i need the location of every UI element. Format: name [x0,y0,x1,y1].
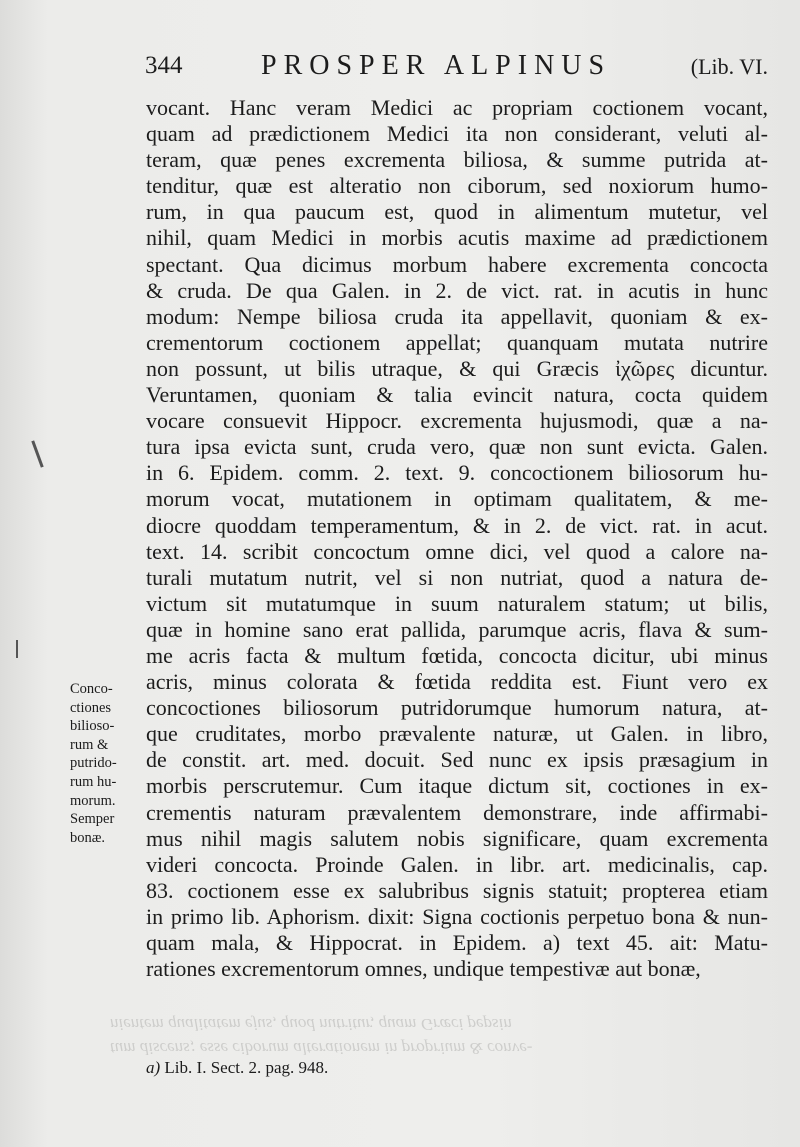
text-line: crementorum coctionem appellat; quanquam mutata nutrire [146,329,768,355]
text-line: turali mutatum nutrit, vel si non nutriat, quod a natura de- [146,564,768,590]
margin-mark [16,640,18,658]
text-line: crementis naturam prævalentem demonstrare, inde affirmabi- [146,799,768,825]
text-line: quam mala, & Hippocrat. in Epidem. a) text 45. ait: Matu- [146,930,768,955]
running-head: PROSPER ALPINUS [261,50,612,81]
margin-note-line: Semper [70,811,115,828]
margin-note-line: rum & [70,736,109,753]
bleed-line: tum discens; esse ciborum alterationem in proprium & conve- [110,1039,533,1058]
text-line: rum, in qua paucum est, quod in alimentum mutetur, vel [146,199,768,225]
body-text [146,95,768,982]
text-line: 83. coctionem esse ex salubribus signis statuit; propterea etiam [146,877,768,903]
text-line: quam ad prædictionem Medici ita non considerant, veluti al- [146,121,768,147]
footnote-text: Lib. I. Sect. 2. pag. 948. [164,1058,329,1077]
text-line: acris, minus colorata & fœtida reddita est. Fiunt vero ex [146,669,768,695]
margin-note-line: morum. [70,792,116,809]
margin-note-line: bilioso- [70,718,115,735]
text-line: in 6. Epidem. comm. 2. text. 9. concoctionem biliosorum hu- [146,460,768,486]
text-line: spectant. Qua dicimus morbum habere excrementa concocta [146,251,768,277]
text-line: videri concocta. Proinde Galen. in libr. art. medicinalis, cap. [146,851,768,877]
book-label: (Lib. VI. [690,54,768,79]
text-line: me acris facta & multum fœtida, concocta dicitur, ubi minus [146,642,768,668]
text-line: morbis perscrutemur. Cum itaque dictum sit, coctiones in ex- [146,773,768,799]
margin-note-line: bonæ. [70,829,106,846]
margin-note-line: ctiones [70,699,112,716]
bleed-line: nientem qualitatem ejus, quod nutritur, quam Græci pepsin [110,1015,512,1034]
text-line: que cruditates, morbo prævalente naturæ, ut Galen. in libro, [146,721,768,747]
text-line: quæ in homine sano erat pallida, parumque acris, flava & sum- [146,616,768,642]
text-line: text. 14. scribit concoctum omne dici, vel quod a calore na- [146,538,768,564]
text-line: vocare consuevit Hippocr. excrementa hujusmodi, quæ a na- [146,408,768,434]
margin-note-line: Conco- [70,681,113,697]
bleed-through-text [110,1000,770,1060]
text-line: victum sit mutatumque in suum naturalem statum; ut bilis, [146,590,768,616]
margin-mark [31,440,43,467]
text-line: concoctiones biliosorum putridorumque humorum natura, at- [146,695,768,721]
footnote-marker: a) [146,1058,161,1077]
text-line: tenditur, quæ est alteratio non ciborum, sed noxiorum humo- [146,173,768,199]
text-line: rationes excrementorum omnes, undique tempestivæ aut bonæ, [146,956,701,982]
footnote [146,1058,646,1078]
margin-note-line: rum hu- [70,773,117,790]
page-number: 344 [145,52,183,79]
text-line: in primo lib. Aphorism. dixit: Signa coctionis perpetuo bona & nun- [146,903,768,929]
text-line: & cruda. De qua Galen. in 2. de vict. rat. in acutis in hunc [146,277,768,303]
text-line: non possunt, ut bilis utraque, & qui Græcis ἰχῶρες dicuntur. [146,355,768,381]
text-line: diocre quoddam temperamentum, & in 2. de vict. rat. in acut. [146,512,768,538]
text-line: Veruntamen, quoniam & talia evincit natura, cocta quidem [146,382,768,408]
text-line: vocant. Hanc veram Medici ac propriam coctionem vocant, [146,95,768,120]
text-line: de constit. art. med. docuit. Sed nunc ex ipsis præsagium in [146,747,768,773]
margin-note [70,680,138,847]
text-line: modum: Nempe biliosa cruda ita appellavit, quoniam & ex- [146,303,768,329]
text-line: nihil, quam Medici in morbis acutis maxime ad prædictionem [146,225,768,251]
text-line: morum vocat, mutationem in optimam qualitatem, & me- [146,486,768,512]
text-line: mus nihil magis salutem nobis significare, quam excrementa [146,825,768,851]
text-line: teram, quæ penes excrementa biliosa, & summe putrida at- [146,147,768,173]
page-header [143,44,768,88]
text-line: tura ipsa evicta sunt, cruda vero, quæ non sunt evicta. Galen. [146,434,768,460]
margin-note-line: putrido- [70,755,117,772]
